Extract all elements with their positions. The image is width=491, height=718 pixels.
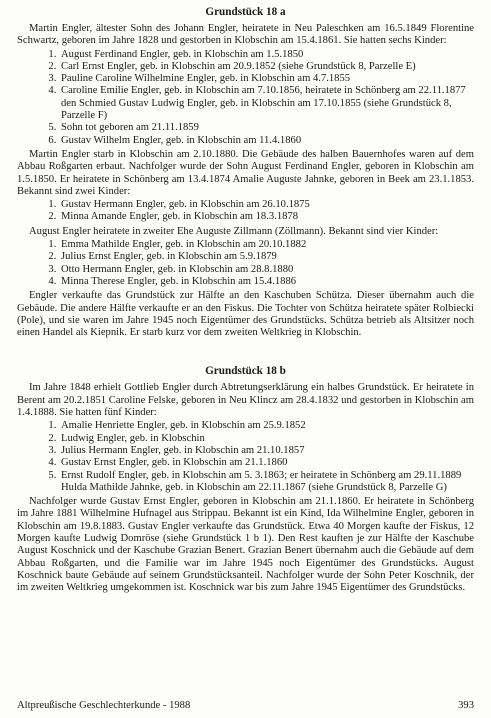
list-item: 1. Amalie Henriette Engler, geb. in Klobschin am 25.9.1852 — [59, 420, 474, 432]
list-item: 3. Pauline Caroline Wilhelmine Engler, geb. in Klobschin am 4.7.1855 — [59, 73, 474, 85]
list-item: 4. Minna Therese Engler, geb. in Klobschin am 15.4.1886 — [59, 276, 474, 288]
paragraph: Engler verkaufte das Grundstück zur Hälfte an den Kaschuben Schütza. Dieser übernahm auch die Gebäude. Die andere Hälfte verkaufte er an den Fiskus. Die Tochter von Schütza heiratete später Rolbiecki (Pole), und sie waren im Jahre 1945 noch Eigentümer des Grundstücks. Schütza betrieb als Altsitzer noch einen Handel als Kiepnik. Er starb kurz vor dem zweiten Weltkrieg in Klobschin. — [17, 290, 474, 339]
children-list — [17, 420, 474, 494]
paragraph: Nachfolger wurde Gustav Ernst Engler, geboren in Klobschin am 21.1.1860. Er heiratete in Schönberg im Jahre 1881 Wilhelmine Hufnagel aus Strippau. Bekannt ist ein Kind, Ida Wilhelmine Engler, geboren in Klobschin am 19.8.1883. Gustav Engler verkaufte das Grundstück. Etwa 40 Morgen kaufte der Fiskus, 12 Morgen kaufte Ludwig Domröse (siehe Grundstück 1 b 1). Den Rest kauften je zur Hälfte der Kaschube August Koschnick und der Kaschube Grazian Benert. Grazian Benert übernahm auch die Gebäude auf dem Abbau Roßgarten, und die Familie war im Jahre 1945 noch Eigentümer des Grundstücks. August Koschnick baute Gebäude auf seinem Grundstücksanteil. Nachfolger wurde der Sohn Peter Koschnik, der im zweiten Weltkrieg umgekommen ist. Koschnick war bis zum Jahre 1945 Eigentümer des Grundstücks. — [17, 496, 474, 594]
list-item: 3. Julius Hermann Engler, geb. in Klobschin am 21.10.1857 — [59, 445, 474, 457]
list-item: 2. Minna Amande Engler, geb. in Klobschin am 18.3.1878 — [59, 211, 474, 223]
list-item: 2. Carl Ernst Engler, geb. in Klobschin am 20.9.1852 (siehe Grundstück 8, Parzelle E) — [59, 61, 474, 73]
section-gap — [17, 339, 474, 365]
list-item: 1. Gustav Hermann Engler, geb. in Klobschin am 26.10.1875 — [59, 199, 474, 211]
paragraph: Im Jahre 1848 erhielt Gottlieb Engler durch Abtretungserklärung ein halbes Grundstück. Er heiratete in Berent am 20.2.1851 Caroline Felske, geboren in Neu Klincz am 28.4.1832 und gestorben in Klobschin am 1.4.1888. Sie hatten fünf Kinder: — [17, 382, 474, 419]
children-list — [17, 49, 474, 147]
section-title-18a: Grundstück 18 a — [205, 6, 286, 18]
paragraph: Martin Engler starb in Klobschin am 2.10.1880. Die Gebäude des halben Bauernhofes waren auf dem Abbau Roßgarten erbaut. Nachfolger wurde der Sohn August Ferdinand Engler, geboren in Klobschin am 1.5.1850. Er heiratete in Schönberg am 13.4.1874 Amalie Auguste Jahnke, geboren in Beek am 23.1.1853. Bekannt sind zwei Kinder: — [17, 148, 474, 197]
list-item: 1. Emma Mathilde Engler, geb. in Klobschin am 20.10.1882 — [59, 239, 474, 251]
list-item: 5. Ernst Rudolf Engler, geb. in Klobschin am 5. 3.1863; er heiratete in Schönberg am 29.11.1889 Hulda Mathilde Jahnke, geb. in Klobschin am 22.11.1867 (siehe Grundstück 8, Parzelle G) — [59, 470, 474, 495]
list-item: 2. Ludwig Engler, geb. in Klobschin — [59, 433, 474, 445]
list-item: 4. Caroline Emilie Engler, geb. in Klobschin am 7.10.1856, heiratete in Schönberg am 22.11.1877 den Schmied Gustav Ludwig Engler, geb. in Klobschin am 17.10.1855 (siehe Grundstück 8, Parzelle F) — [59, 85, 474, 122]
list-item: 2. Julius Ernst Engler, geb. in Klobschin am 5.9.1879 — [59, 251, 474, 263]
paragraph: August Engler heiratete in zweiter Ehe Auguste Zillmann (Zöllmann). Bekannt sind vier Kinder: — [29, 225, 439, 237]
list-item: 3. Otto Hermann Engler, geb. in Klobschin am 28.8.1880 — [59, 264, 474, 276]
children-list — [17, 199, 474, 224]
children-list — [17, 239, 474, 288]
list-item: 5. Sohn tot geboren am 21.11.1859 — [59, 122, 474, 134]
list-item: 6. Gustav Wilhelm Engler, geb. in Klobschin am 11.4.1860 — [59, 135, 474, 147]
section-title-18b: Grundstück 18 b — [205, 365, 286, 378]
list-item: 4. Gustav Ernst Engler, geb. in Klobschin am 21.1.1860 — [59, 457, 474, 469]
page-footer — [17, 700, 474, 712]
list-item: 1. August Ferdinand Engler, geb. in Klobschin am 1.5.1850 — [59, 49, 474, 61]
journal-title: Altpreußische Geschlechterkunde - 1988 — [17, 700, 191, 711]
paragraph: Martin Engler, ältester Sohn des Johann Engler, heiratete in Neu Paleschken am 16.5.1849 Florentine Schwartz, geboren im Jahre 1828 und gestorben in Klobschin am 15.4.1861. Sie hatten sechs Kinder: — [17, 23, 474, 47]
page-number: 393 — [458, 700, 474, 711]
